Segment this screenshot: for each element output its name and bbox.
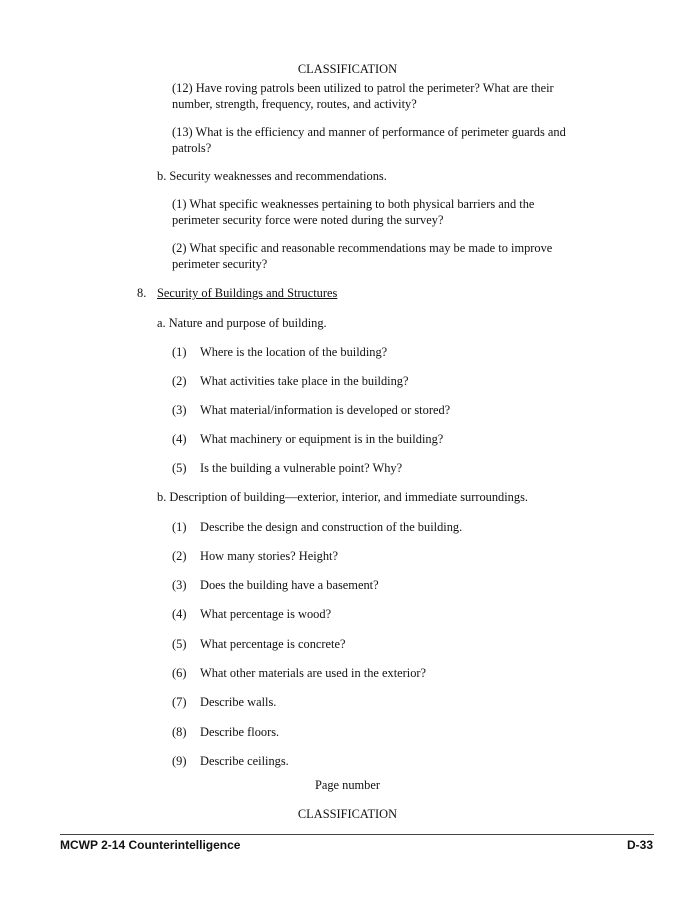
footer-page-id: D-33: [626, 838, 653, 852]
list-item: [172, 519, 462, 535]
item-number: (6): [172, 666, 187, 680]
item-text: What activities take place in the building?: [200, 374, 409, 388]
item-number: (2): [172, 549, 187, 563]
item-number: (1): [172, 345, 187, 359]
item-text: What percentage is wood?: [200, 607, 332, 621]
subsection-b-heading: b. Security weaknesses and recommendations.: [157, 169, 387, 183]
item-number: (3): [172, 578, 187, 592]
item-text: Describe the design and construction of the building.: [200, 520, 463, 534]
item-number: (5): [172, 461, 187, 475]
item-number: (4): [172, 607, 187, 621]
item-number: (7): [172, 695, 187, 709]
section-title: Security of Buildings and Structures: [157, 286, 338, 300]
section-number: 8.: [137, 286, 147, 300]
item-text: Describe floors.: [200, 725, 280, 739]
subsection-a-heading: a. Nature and purpose of building.: [157, 316, 327, 330]
item-number: (8): [172, 725, 187, 739]
list-item: [172, 344, 387, 360]
item-text: What material/information is developed or stored?: [200, 403, 451, 417]
list-item: [172, 694, 276, 710]
item-text: Describe walls.: [200, 695, 277, 709]
item-text: How many stories? Height?: [200, 549, 338, 563]
item-number: (9): [172, 754, 187, 768]
list-item: [172, 724, 279, 740]
item-number: (2): [172, 374, 187, 388]
list-item: [172, 460, 402, 476]
question-12: (12) Have roving patrols been utilized to patrol the perimeter? What are their number, strength, frequency, routes, and activity?: [172, 81, 554, 111]
weakness-question-2: (2) What specific and reasonable recommendations may be made to improve perimeter security?: [172, 241, 553, 271]
page-number-label: Page number: [314, 778, 381, 792]
header-classification: CLASSIFICATION: [297, 62, 398, 76]
subsection-b-description-heading: b. Description of building—exterior, interior, and immediate surroundings.: [157, 490, 528, 504]
question-13: (13) What is the efficiency and manner of performance of perimeter guards and patrols?: [172, 125, 566, 155]
section-8-heading: [137, 285, 337, 301]
list-item: [172, 402, 450, 418]
footer-divider: [60, 834, 654, 835]
item-text: Does the building have a basement?: [200, 578, 379, 592]
list-item: [172, 606, 331, 622]
list-item: [172, 753, 289, 769]
item-text: Where is the location of the building?: [200, 345, 388, 359]
item-text: What percentage is concrete?: [200, 637, 346, 651]
item-text: What other materials are used in the exterior?: [200, 666, 427, 680]
list-item: [172, 548, 338, 564]
item-text: What machinery or equipment is in the building?: [200, 432, 444, 446]
list-item: [172, 373, 409, 389]
item-number: (5): [172, 637, 187, 651]
footer-classification: CLASSIFICATION: [297, 807, 398, 821]
item-text: Is the building a vulnerable point? Why?: [200, 461, 403, 475]
item-number: (1): [172, 520, 187, 534]
footer-document-title: MCWP 2-14 Counterintelligence: [60, 838, 241, 852]
list-item: [172, 577, 379, 593]
list-item: [172, 636, 346, 652]
list-item: [172, 665, 426, 681]
item-text: Describe ceilings.: [200, 754, 289, 768]
list-item: [172, 431, 443, 447]
weakness-question-1: (1) What specific weaknesses pertaining to both physical barriers and the perimeter security force were noted during the survey?: [172, 197, 535, 227]
item-number: (3): [172, 403, 187, 417]
item-number: (4): [172, 432, 187, 446]
